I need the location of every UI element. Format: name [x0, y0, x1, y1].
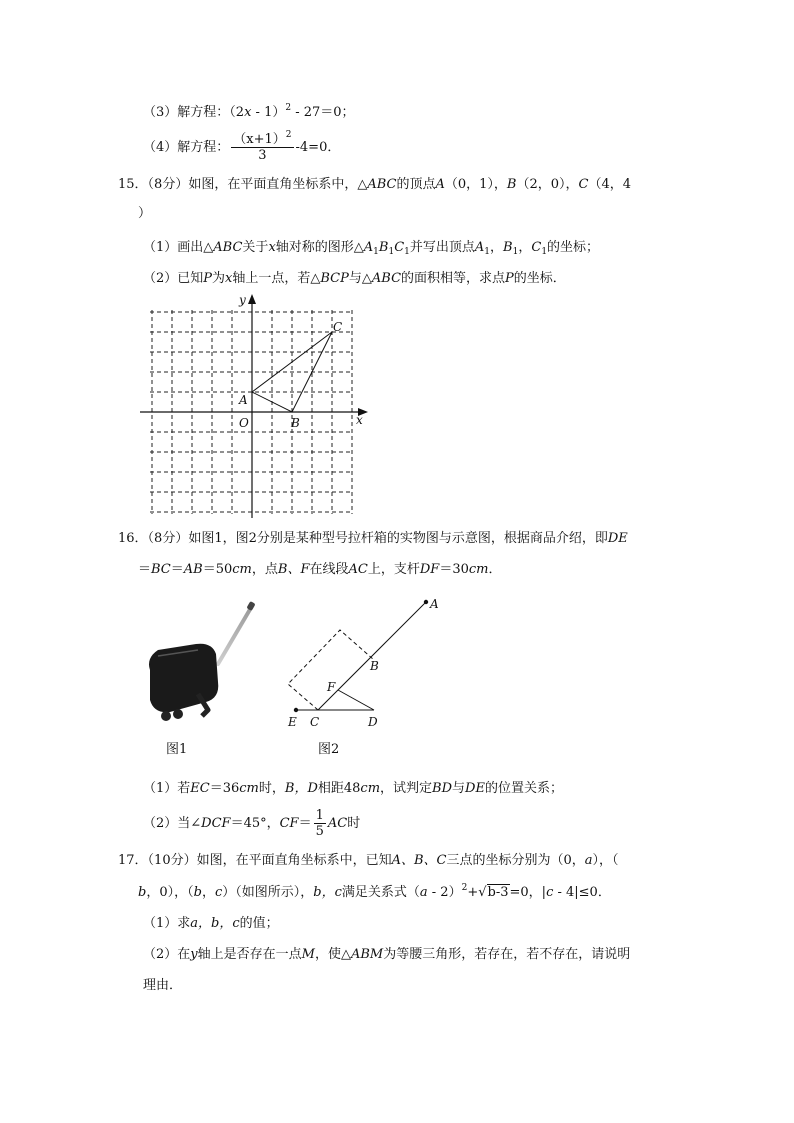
wheel-icon: [173, 709, 183, 719]
label-f: F: [327, 680, 336, 694]
origin-label: O: [239, 416, 249, 430]
label-e: E: [288, 715, 297, 729]
coordinate-grid-figure: [140, 290, 380, 520]
q15-stem: 15．（8分）如图，在平面直角坐标系中，△ABC的顶点A（0，1），B（2，0），C（4，4: [118, 177, 632, 192]
q17-sub2: （2）在y轴上是否存在一点M，使△ABM为等腰三角形，若存在，若不存在，请说明: [143, 947, 631, 962]
label-a: A: [430, 597, 439, 611]
label: （3）解方程：: [143, 105, 230, 120]
figure-1-caption: 图1: [166, 742, 188, 757]
q15-sub2: （2）已知P为x轴上一点，若△BCP与△ABC的面积相等，求点P的坐标．: [143, 271, 566, 286]
y-axis-arrow-icon: [248, 294, 256, 304]
dashed-box: [288, 630, 374, 710]
q16-stem-line2: ＝BC＝AB＝50cm，点B、F在线段AC上，支杆DF＝30cm．: [138, 562, 502, 577]
label-c: C: [310, 715, 320, 729]
q14-item4: （4）解方程： $\frac{(x+1)^2}{3}$ -4=0．: [143, 130, 341, 163]
q16-sub2: （2）当∠DCF＝45°，CF＝ $\frac{1}{5}$ AC时: [143, 808, 361, 839]
y-axis-label: y: [239, 293, 246, 307]
label-b: B: [370, 659, 379, 673]
sqrt-icon: √: [478, 885, 487, 900]
segment-fd: [338, 690, 374, 710]
wheel-icon: [161, 711, 171, 721]
luggage-schematic-figure: [280, 590, 460, 740]
figure-2-caption: 图2: [318, 742, 340, 757]
q17-sub1: （1）求a，b，c的值；: [143, 916, 279, 931]
suitcase-body-icon: [149, 644, 218, 713]
fraction: $\frac{(x+1)^2}{3}$: [233, 130, 292, 163]
q17-sub2-wrap: 理由．: [143, 978, 183, 993]
point-b-label: B: [291, 416, 300, 430]
q16-sub1: （1）若EC＝36cm时，B，D相距48cm，试判定BD与DE的位置关系；: [143, 781, 563, 796]
q16-stem: 16．（8分）如图1，图2分别是某种型号拉杆箱的实物图与示意图，根据商品介绍，即DE: [118, 531, 628, 546]
x-axis-label: x: [356, 413, 363, 427]
luggage-photo-figure: [136, 598, 266, 728]
point-a-label: A: [239, 393, 248, 407]
q15-sub1: （1）画出△ABC关于x轴对称的图形$\triangle A_1B_1C_1$并写出顶点$A_1$，$B_1$，$C_1$的坐标；: [143, 240, 600, 257]
label-d: D: [368, 715, 378, 729]
q17-stem-line2: b，0），（b，c）（如图所示），b，c满足关系式（a - 2）$^2$+√b-3=0，|c - 4|≤0．: [138, 883, 611, 900]
point-e-dot: [294, 708, 298, 712]
point-c-label: C: [333, 320, 343, 334]
q17-stem: 17．（10分）如图，在平面直角坐标系中，已知A、B、C三点的坐标分别为（0，a），（: [118, 853, 619, 868]
fraction-one-fifth: $\frac{1}{5}$: [315, 808, 324, 839]
q15-stem-wrap: ）: [138, 206, 152, 221]
q14-item3: （3）解方程：（2x - 1）$^2$ - 27＝0；: [143, 103, 355, 120]
handle-icon: [218, 606, 252, 664]
point-a-dot: [424, 600, 428, 604]
